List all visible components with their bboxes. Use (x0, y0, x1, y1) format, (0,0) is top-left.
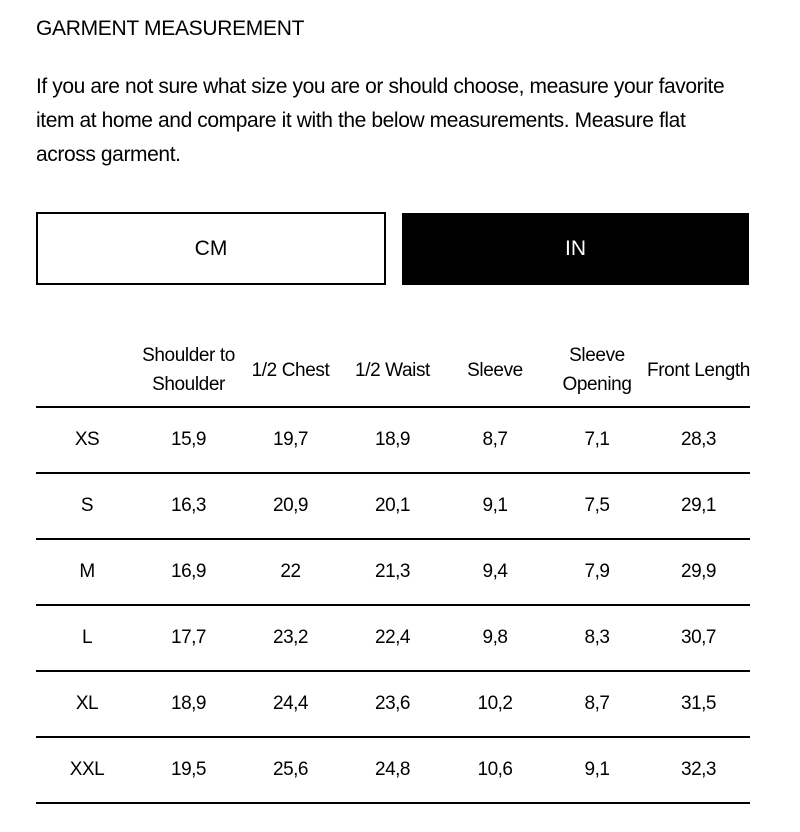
measurement-cell: 25,6 (239, 737, 342, 803)
measurement-cell: 18,9 (342, 407, 443, 473)
size-cell: L (36, 605, 138, 671)
measurement-cell: 20,9 (239, 473, 342, 539)
header-half-chest: 1/2 Chest (239, 334, 342, 407)
measurement-cell: 18,9 (138, 671, 239, 737)
measurement-cell: 9,1 (547, 737, 647, 803)
measurement-table (36, 334, 750, 804)
unit-toggle (36, 212, 749, 285)
measurement-cell: 23,2 (239, 605, 342, 671)
header-shoulder-to-shoulder: Shoulder to Shoulder (138, 334, 239, 407)
measurement-cell: 9,8 (443, 605, 547, 671)
measurement-cell: 28,3 (647, 407, 750, 473)
measurement-cell: 19,7 (239, 407, 342, 473)
header-size (36, 334, 138, 407)
size-cell: XS (36, 407, 138, 473)
header-half-waist: 1/2 Waist (342, 334, 443, 407)
measurement-cell: 21,3 (342, 539, 443, 605)
size-cell: M (36, 539, 138, 605)
header-sleeve-opening: Sleeve Opening (547, 334, 647, 407)
measurement-cell: 8,7 (443, 407, 547, 473)
table-row (36, 605, 750, 671)
measurement-cell: 15,9 (138, 407, 239, 473)
header-front-length: Front Length (647, 334, 750, 407)
measurement-cell: 22 (239, 539, 342, 605)
measurement-cell: 16,9 (138, 539, 239, 605)
description-text: If you are not sure what size you are or should choose, measure your favorite item at home and compare it with the below measurements. Measure flat across garment. (36, 75, 725, 166)
table-row (36, 473, 750, 539)
measurement-cell: 16,3 (138, 473, 239, 539)
table-row (36, 671, 750, 737)
measurement-cell: 10,6 (443, 737, 547, 803)
measurement-cell: 29,9 (647, 539, 750, 605)
measurement-cell: 7,5 (547, 473, 647, 539)
measurement-cell: 9,4 (443, 539, 547, 605)
measurement-cell: 8,7 (547, 671, 647, 737)
unit-cm-button[interactable]: CM (36, 212, 386, 285)
header-sleeve: Sleeve (443, 334, 547, 407)
measurement-cell: 24,4 (239, 671, 342, 737)
size-cell: XL (36, 671, 138, 737)
measurement-cell: 30,7 (647, 605, 750, 671)
measurement-cell: 23,6 (342, 671, 443, 737)
page-title: GARMENT MEASUREMENT (36, 17, 305, 40)
measurement-cell: 7,9 (547, 539, 647, 605)
measurement-cell: 10,2 (443, 671, 547, 737)
measurement-cell: 24,8 (342, 737, 443, 803)
size-cell: S (36, 473, 138, 539)
table-row (36, 539, 750, 605)
measurement-cell: 29,1 (647, 473, 750, 539)
measurement-cell: 8,3 (547, 605, 647, 671)
measurement-cell: 32,3 (647, 737, 750, 803)
table-row (36, 737, 750, 803)
measurement-cell: 17,7 (138, 605, 239, 671)
table-header-row (36, 334, 750, 407)
table-row (36, 407, 750, 473)
unit-in-button[interactable]: IN (402, 213, 749, 285)
measurement-cell: 22,4 (342, 605, 443, 671)
measurement-cell: 9,1 (443, 473, 547, 539)
measurement-cell: 20,1 (342, 473, 443, 539)
size-cell: XXL (36, 737, 138, 803)
measurement-cell: 31,5 (647, 671, 750, 737)
measurement-cell: 19,5 (138, 737, 239, 803)
measurement-cell: 7,1 (547, 407, 647, 473)
